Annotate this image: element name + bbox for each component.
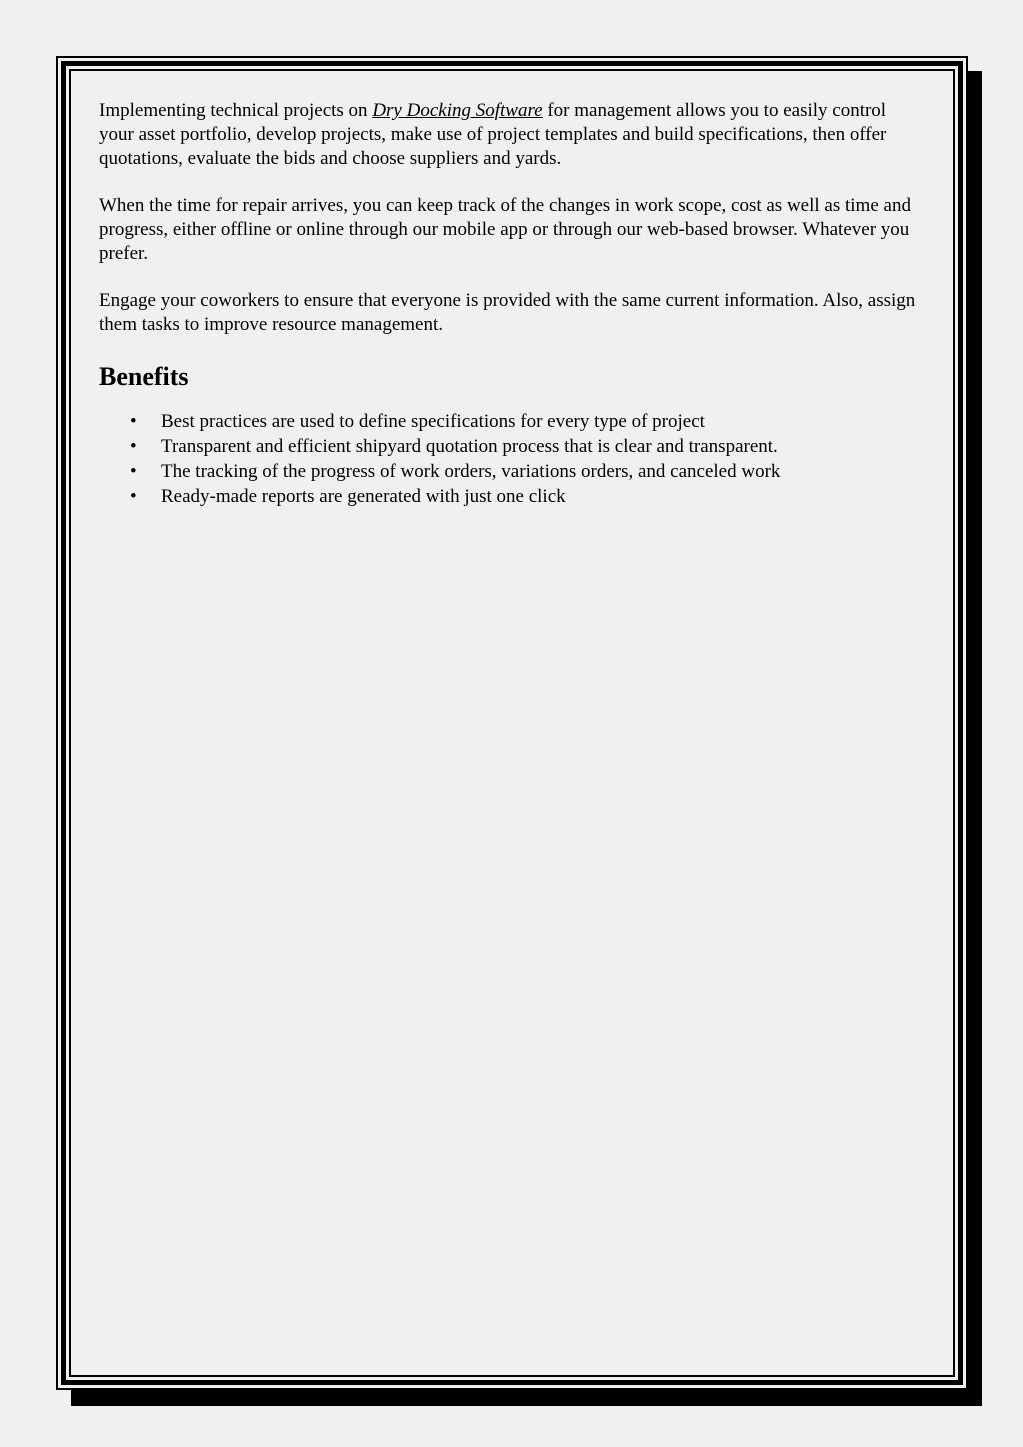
- coworkers-paragraph: Engage your coworkers to ensure that everyone is provided with the same current information. Also, assign them tasks to improve resource management.: [99, 290, 916, 335]
- benefits-list-item: • Ready-made reports are generated with just one click: [161, 484, 919, 509]
- benefits-list: [99, 409, 919, 509]
- benefits-list-item: • The tracking of the progress of work orders, variations orders, and canceled work: [161, 459, 919, 484]
- benefits-heading: Benefits: [99, 362, 189, 391]
- benefits-list-item: • Transparent and efficient shipyard quotation process that is clear and transparent.: [161, 434, 919, 459]
- intro-paragraph: [99, 99, 919, 171]
- benefits-list-item: • Best practices are used to define specifications for every type of project: [161, 409, 919, 434]
- repair-tracking-paragraph: When the time for repair arrives, you can keep track of the changes in work scope, cost as well as time and progress, either offline or online through our mobile app or through our web-based browser. Whatever you prefer.: [99, 195, 911, 264]
- document-body: [99, 99, 919, 509]
- intro-text-after-link: for management allows you to easily control your asset portfolio, develop projects, make use of project templates and build specifications, then offer quotations, evaluate the bids and choose suppliers and yards.: [99, 100, 887, 169]
- page-border-outer: [56, 56, 968, 1390]
- intro-text-before-link: Implementing technical projects on: [99, 100, 373, 121]
- dry-docking-software-link[interactable]: Dry Docking Software: [372, 100, 543, 121]
